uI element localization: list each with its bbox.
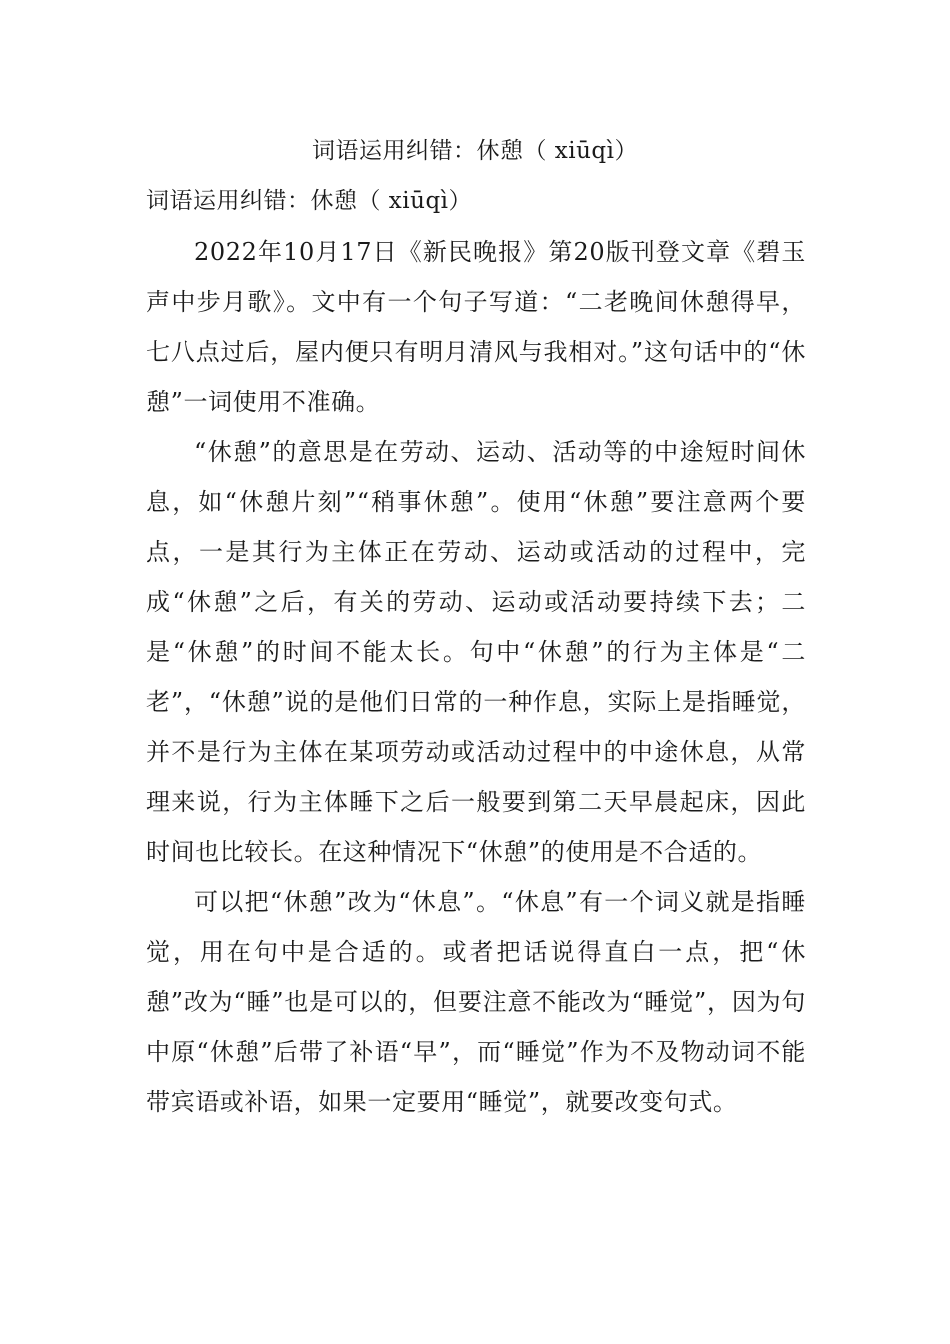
article-body [146,227,806,1127]
document-subtitle: 词语运用纠错：休憩（ xiūqì） [146,188,473,214]
paragraph: 2022年10月17日《新民晚报》第20版刊登文章《碧玉声中步月歌》。文中有一个句子写道：“二老晚间休憩得早，七八点过后，屋内便只有明月清风与我相对。”这句话中的“休憩”一词使用不准确。 [146,238,806,416]
paragraph: 可以把“休憩”改为“休息”。“休息”有一个词义就是指睡觉，用在句中是合适的。或者把话说得直白一点，把“休憩”改为“睡”也是可以的，但要注意不能改为“睡觉”，因为句中原“休憩”后带了补语“早”，而“睡觉”作为不及物动词不能带宾语或补语，如果一定要用“睡觉”，就要改变句式。 [146,888,806,1116]
paragraph: “休憩”的意思是在劳动、运动、活动等的中途短时间休息，如“休憩片刻”“稍事休憩”。使用“休憩”要注意两个要点，一是其行为主体正在劳动、运动或活动的过程中，完成“休憩”之后，有关的劳动、运动或活动要持续下去；二是“休憩”的时间不能太长。句中“休憩”的行为主体是“二老”，“休憩”说的是他们日常的一种作息，实际上是指睡觉，并不是行为主体在某项劳动或活动过程中的中途休息，从常理来说，行为主体睡下之后一般要到第二天早晨起床，因此时间也比较长。在这种情况下“休憩”的使用是不合适的。 [146,438,806,866]
document-title: 词语运用纠错：休憩（ xiūqì） [311,138,639,164]
